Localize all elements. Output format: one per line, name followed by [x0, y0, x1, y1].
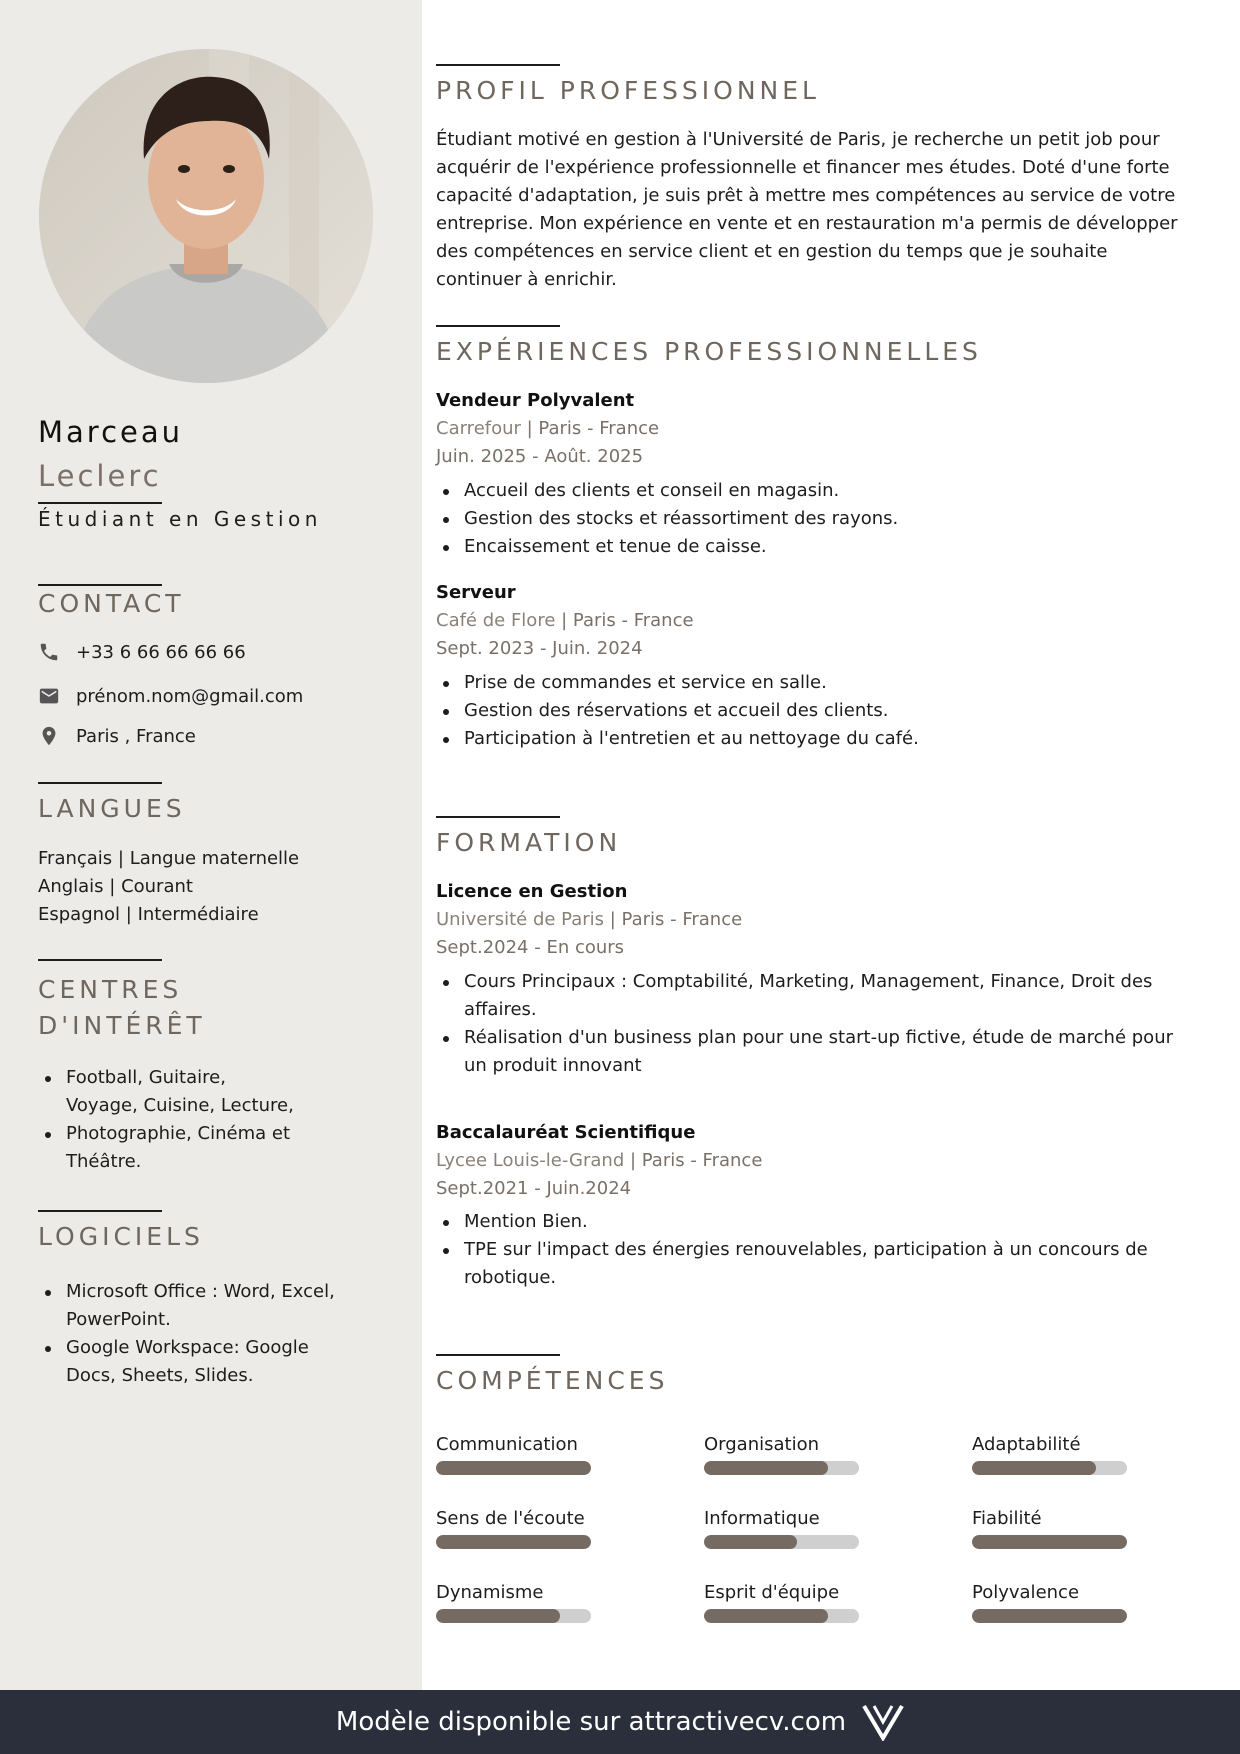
list-item: Participation à l'entretien et au nettoyage du café.	[436, 725, 1216, 753]
langue-item: Anglais | Courant	[38, 876, 193, 897]
list-item: Photographie, Cinéma et Théâtre.	[38, 1120, 378, 1176]
job-title: Vendeur Polyvalent	[436, 390, 635, 411]
skill-item	[704, 1508, 864, 1549]
skill-bar	[436, 1535, 591, 1549]
list-item: TPE sur l'impact des énergies renouvelables, participation à un concours de robotique.	[436, 1236, 1226, 1292]
interets-divider	[38, 959, 162, 961]
skill-item	[704, 1582, 864, 1623]
interets-heading-line: CENTRES	[38, 975, 183, 1004]
skill-name: Fiabilité	[972, 1508, 1042, 1529]
skill-name: Communication	[436, 1434, 578, 1455]
skill-bar	[704, 1461, 859, 1475]
name-divider	[38, 502, 162, 504]
attractivecv-logo-icon	[862, 1703, 904, 1741]
skill-bar	[436, 1609, 591, 1623]
skill-bar-fill	[704, 1535, 797, 1549]
langues-divider	[38, 782, 162, 784]
footer-banner[interactable]	[0, 1690, 1240, 1754]
mail-icon	[38, 685, 60, 707]
first-name: Marceau	[38, 415, 184, 449]
job-company: Carrefour | Paris - France	[436, 418, 660, 439]
logiciels-divider	[38, 1210, 162, 1212]
profil-heading: PROFIL PROFESSIONNEL	[436, 76, 820, 105]
skill-bar	[436, 1461, 591, 1475]
skill-bar-fill	[704, 1461, 828, 1475]
skill-bar	[972, 1535, 1127, 1549]
list-item: Gestion des stocks et réassortiment des rayons.	[436, 505, 1216, 533]
interets-list	[38, 1064, 378, 1176]
experiences-divider	[436, 325, 560, 327]
profil-text: Étudiant motivé en gestion à l'Université de Paris, je recherche un petit job pour acquérir de l'expérience professionnelle et financer mes études. Doté d'une forte capacité d'adaptation, je suis prêt à mettre mes compétences au service de votre entreprise. Mon expérience en vente et en restauration m'a permis de développer des compétences en service client et en gestion du temps que je souhaite continuer à enrichir.	[436, 129, 1178, 290]
skill-item	[972, 1508, 1132, 1549]
profile-photo	[39, 49, 373, 383]
formation-title: Licence en Gestion	[436, 881, 628, 902]
skill-item	[436, 1434, 596, 1475]
skill-bar	[704, 1609, 859, 1623]
langues-heading: LANGUES	[38, 794, 186, 823]
experiences-heading: EXPÉRIENCES PROFESSIONNELLES	[436, 337, 982, 366]
list-item: Accueil des clients et conseil en magasin.	[436, 477, 1216, 505]
phone-number: +33 6 66 66 66 66	[76, 641, 246, 663]
skill-bar	[704, 1535, 859, 1549]
formation-details	[436, 1208, 1226, 1292]
skill-item	[436, 1582, 596, 1623]
list-item: Microsoft Office : Word, Excel, PowerPoint.	[38, 1278, 398, 1334]
footer-text[interactable]: Modèle disponible sur attractivecv.com	[335, 1707, 847, 1737]
skill-bar	[972, 1609, 1127, 1623]
langue-item: Espagnol | Intermédiaire	[38, 904, 259, 925]
langues-list	[38, 845, 299, 929]
job-dates: Juin. 2025 - Août. 2025	[436, 446, 644, 467]
skill-bar-fill	[436, 1461, 591, 1475]
formation-dates: Sept.2021 - Juin.2024	[436, 1178, 632, 1199]
formation-divider	[436, 816, 560, 818]
formation-details	[436, 968, 1226, 1080]
formation-title: Baccalauréat Scientifique	[436, 1122, 696, 1143]
list-item: Google Workspace: Google Docs, Sheets, Slides.	[38, 1334, 398, 1390]
skill-bar-fill	[972, 1609, 1127, 1623]
job-role: Étudiant en Gestion	[38, 507, 322, 531]
job-tasks	[436, 477, 1216, 561]
sidebar	[0, 0, 422, 1690]
skill-name: Sens de l'écoute	[436, 1508, 585, 1529]
list-item: Encaissement et tenue de caisse.	[436, 533, 1216, 561]
formation-school: Lycee Louis-le-Grand | Paris - France	[436, 1150, 763, 1171]
competences-heading: COMPÉTENCES	[436, 1366, 669, 1395]
skill-name: Adaptabilité	[972, 1434, 1081, 1455]
formation-school: Université de Paris | Paris - France	[436, 909, 743, 930]
skill-bar	[972, 1461, 1127, 1475]
list-item: Gestion des réservations et accueil des clients.	[436, 697, 1216, 725]
contact-divider	[38, 584, 162, 586]
skill-bar-fill	[972, 1535, 1127, 1549]
profil-divider	[436, 64, 560, 66]
formation-dates: Sept.2024 - En cours	[436, 937, 625, 958]
contact-location	[38, 723, 196, 749]
skill-item	[972, 1434, 1132, 1475]
logiciels-heading: LOGICIELS	[38, 1222, 204, 1251]
list-item: Cours Principaux : Comptabilité, Marketing, Management, Finance, Droit des affaires.	[436, 968, 1226, 1024]
skill-name: Esprit d'équipe	[704, 1582, 840, 1603]
skill-bar-fill	[972, 1461, 1096, 1475]
list-item: Réalisation d'un business plan pour une start-up fictive, étude de marché pour un produit innovant	[436, 1024, 1226, 1080]
location-text: Paris , France	[76, 725, 196, 747]
langue-item: Français | Langue maternelle	[38, 848, 300, 869]
skill-bar-fill	[704, 1609, 828, 1623]
skill-name: Dynamisme	[436, 1582, 544, 1603]
skill-item	[972, 1582, 1132, 1623]
list-item: Prise de commandes et service en salle.	[436, 669, 1216, 697]
skill-name: Organisation	[704, 1434, 820, 1455]
formation-heading: FORMATION	[436, 828, 622, 857]
interets-heading-line: D'INTÉRÊT	[38, 1011, 206, 1040]
job-title: Serveur	[436, 582, 516, 603]
location-pin-icon	[38, 725, 60, 747]
skill-bar-fill	[436, 1535, 591, 1549]
phone-icon	[38, 641, 60, 663]
contact-phone[interactable]	[38, 639, 246, 665]
last-name: Leclerc	[38, 459, 162, 493]
contact-email[interactable]	[38, 683, 303, 709]
competences-divider	[436, 1354, 560, 1356]
skill-item	[436, 1508, 596, 1549]
contact-heading: CONTACT	[38, 589, 185, 618]
skill-name: Informatique	[704, 1508, 820, 1529]
interets-heading	[38, 972, 206, 1044]
list-item: Mention Bien.	[436, 1208, 1226, 1236]
skill-item	[704, 1434, 864, 1475]
email-address: prénom.nom@gmail.com	[76, 685, 304, 707]
skill-name: Polyvalence	[972, 1582, 1080, 1603]
logiciels-list	[38, 1278, 398, 1390]
skill-bar-fill	[436, 1609, 560, 1623]
job-tasks	[436, 669, 1216, 753]
job-dates: Sept. 2023 - Juin. 2024	[436, 638, 643, 659]
list-item: Football, Guitaire, Voyage, Cuisine, Lecture,	[38, 1064, 378, 1120]
job-company: Café de Flore | Paris - France	[436, 610, 694, 631]
